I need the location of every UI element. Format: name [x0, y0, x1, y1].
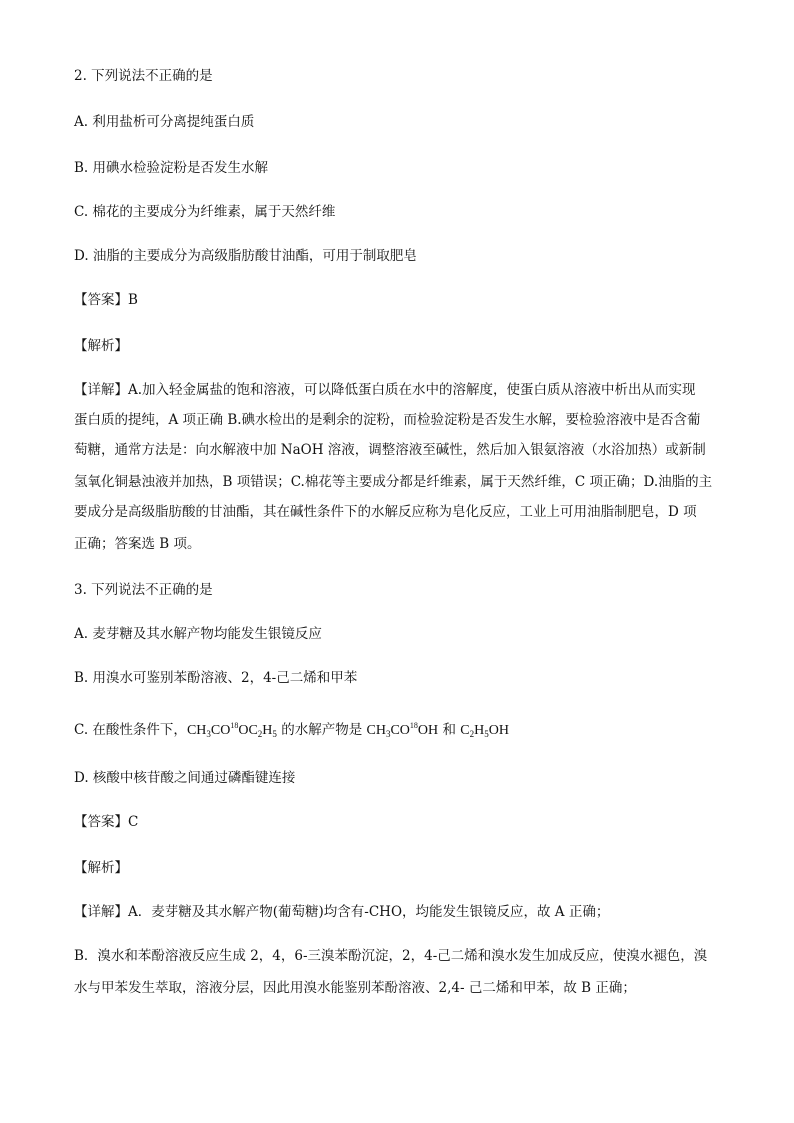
ester-formula: $CH_3CO^{18}OC_2H_5$ [186, 721, 277, 739]
q3-option-c-middle: 的水解产物是 [276, 722, 367, 738]
q3-option-c-prefix: C. 在酸性条件下， [74, 722, 187, 738]
q2-detail-line: 萄糖，通常方法是：向水解液中加 NaOH 溶液，调整溶液至碱性，然后加入银氨溶液（水浴加热）或新制 [74, 442, 706, 458]
q2-option-d: D. 油脂的主要成分为高级脂肪酸甘油酯，可用于制取肥皂 [74, 248, 417, 264]
q2-stem: 2. 下列说法不正确的是 [74, 68, 213, 84]
q2-detail-line: 要成分是高级脂肪酸的甘油酯，其在碱性条件下的水解反应称为皂化反应，工业上可用油脂制肥皂，D 项 [74, 504, 697, 520]
q3-stem: 3. 下列说法不正确的是 [74, 582, 213, 598]
q3-option-a: A. 麦芽糖及其水解产物均能发生银镜反应 [74, 626, 322, 642]
q3-option-c-and: 和 [438, 722, 461, 738]
q3-detail-b-line: B．溴水和苯酚溶液反应生成 2，4，6-三溴苯酚沉淀，2，4-己二烯和溴水发生加成反应，使溴水褪色，溴 [74, 948, 708, 964]
q3-analysis-label: 【解析】 [74, 860, 128, 876]
q2-option-c: C. 棉花的主要成分为纤维素，属于天然纤维 [74, 204, 336, 220]
q2-detail-line: 正确；答案选 B 项。 [74, 536, 201, 552]
q2-detail-line: 蛋白质的提纯，A 项正确 B.碘水检出的是剩余的淀粉，而检验淀粉是否发生水解，要检验溶液中是否含葡 [74, 412, 701, 428]
q3-option-c [74, 716, 509, 744]
q3-answer: 【答案】C [74, 814, 139, 830]
q2-detail-line: 【详解】A.加入轻金属盐的饱和溶液，可以降低蛋白质在水中的溶解度，使蛋白质从溶液中析出从而实现 [74, 382, 696, 398]
q2-analysis-label: 【解析】 [74, 338, 128, 354]
q2-option-a: A. 利用盐析可分离提纯蛋白质 [74, 114, 255, 130]
acid-formula: $CH_3CO^{18}OH$ [366, 721, 439, 739]
q3-option-b: B. 用溴水可鉴别苯酚溶液、2，4-己二烯和甲苯 [74, 670, 358, 686]
q3-detail-b-line: 水与甲苯发生萃取，溶液分层，因此用溴水能鉴别苯酚溶液、2,4- 己二烯和甲苯，故 B 正确； [74, 980, 636, 996]
alcohol-formula: $C_2H_5OH$ [460, 723, 509, 739]
q3-option-d: D. 核酸中核苷酸之间通过磷酯键连接 [74, 770, 296, 786]
q2-option-b: B. 用碘水检验淀粉是否发生水解 [74, 160, 269, 176]
q3-detail-a: 【详解】A．麦芽糖及其水解产物(葡萄糖)均含有-CHO，均能发生银镜反应，故 A 正确； [74, 904, 610, 920]
q2-answer: 【答案】B [74, 292, 138, 308]
q2-detail-line: 氢氧化铜悬浊液并加热，B 项错误；C.棉花等主要成分都是纤维素，属于天然纤维，C 项正确；D.油脂的主 [74, 474, 713, 490]
